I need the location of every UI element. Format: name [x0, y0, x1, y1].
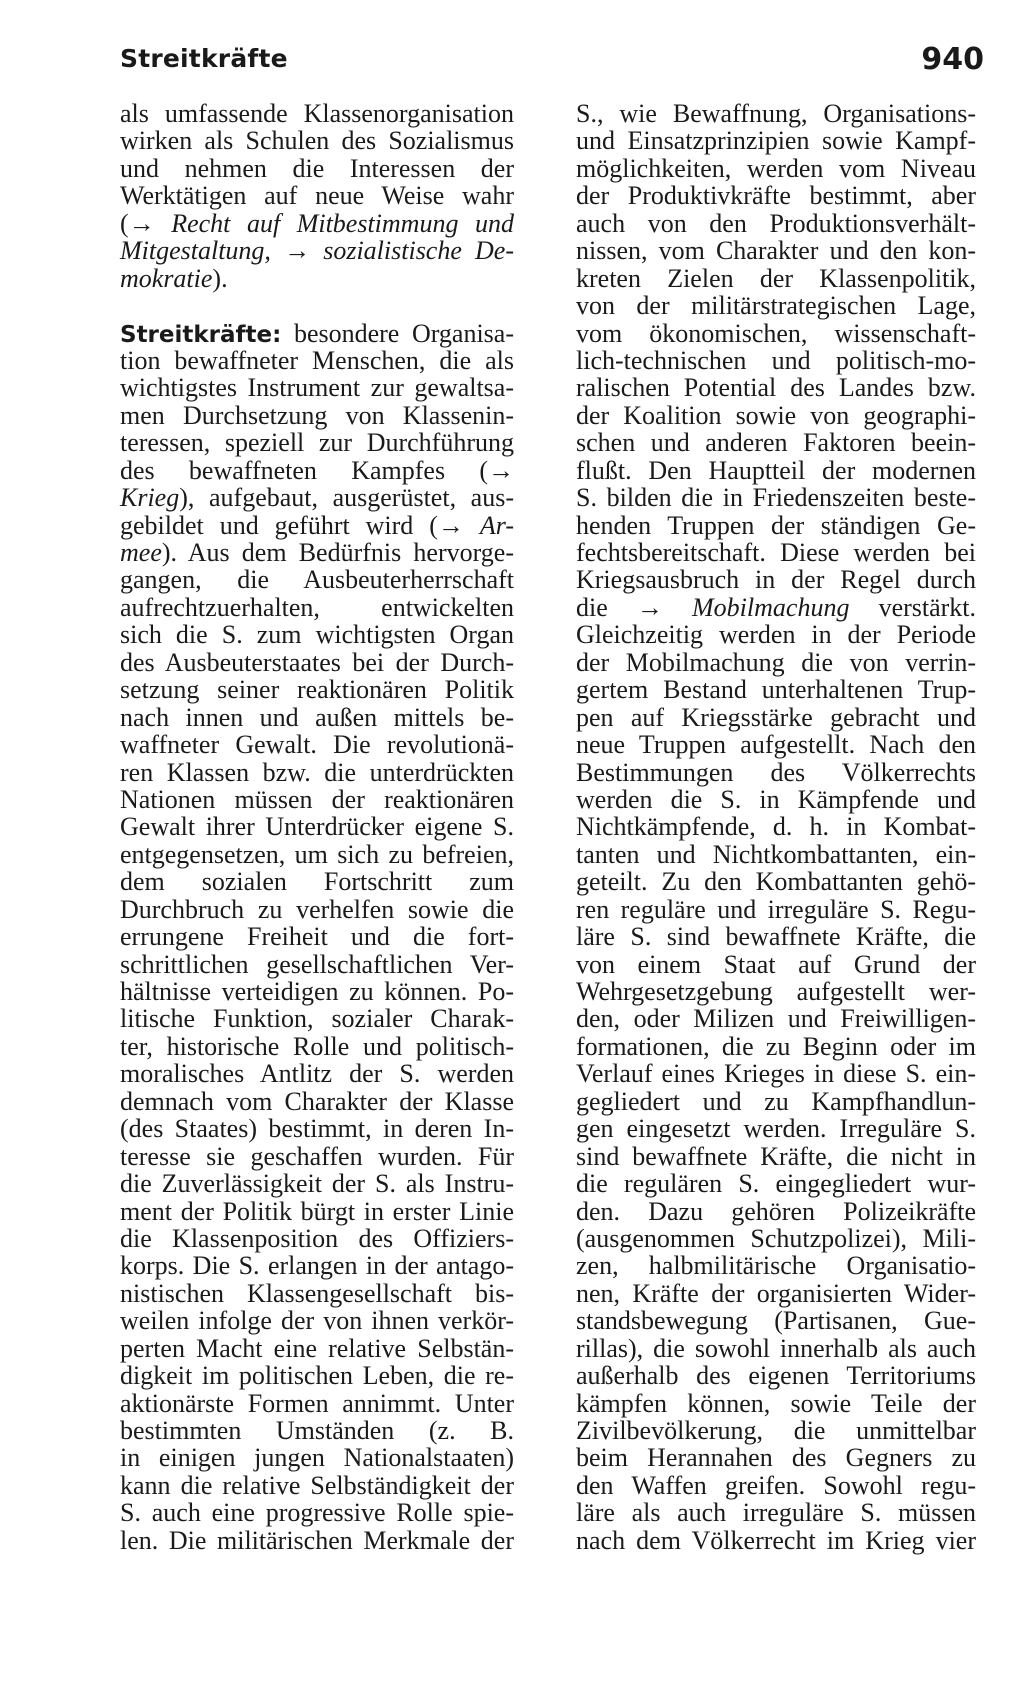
text-line: (ausgenommen Schutzpolizei), Mili-	[576, 1223, 976, 1253]
text-line: und Einsatzprinzipien sowie Kampf-	[576, 126, 976, 156]
text-line: vom ökonomischen, wissenschaft-	[576, 318, 976, 348]
text-line: wirken als Schulen des Sozialismus	[120, 126, 514, 156]
text-line: ter, historische Rolle und politisch-	[120, 1031, 514, 1061]
text-line	[120, 265, 514, 292]
text-line: gertem Bestand unterhaltenen Trup-	[576, 675, 976, 705]
text-line: litische Funktion, sozialer Charak-	[120, 1004, 514, 1034]
text-line: von einem Staat auf Grund der	[576, 949, 976, 979]
text-line: der Koalition sowie von geographi-	[576, 400, 976, 430]
text-line: henden Truppen der ständigen Ge-	[576, 510, 976, 540]
text-line: standsbewegung (Partisanen, Gue-	[576, 1306, 976, 1336]
text-line: dem sozialen Fortschritt zum	[120, 867, 514, 897]
text-line: Bestimmungen des Völkerrechts	[576, 757, 976, 787]
cross-reference: mokratie	[120, 263, 213, 293]
text-line: Gewalt ihrer Unterdrücker eigene S.	[120, 812, 514, 842]
entry-headword: Streitkräfte:	[120, 321, 282, 348]
text-line: schen und anderen Faktoren beein-	[576, 428, 976, 458]
text-line: rillas), die sowohl innerhalb als auch	[576, 1333, 976, 1363]
text-line: (des Staates) bestimmt, in deren In-	[120, 1114, 514, 1144]
text-line: S., wie Bewaffnung, Organisations-	[576, 99, 976, 128]
text-line: Wehrgesetzgebung aufgestellt wer-	[576, 977, 976, 1006]
text-line: den, oder Milizen und Freiwilligen-	[576, 1004, 976, 1034]
text-fragment: besondere Organisa-	[293, 318, 514, 348]
text-fragment: ).	[212, 263, 228, 293]
text-line: nach dem Völkerrecht im Krieg vier	[576, 1525, 976, 1555]
text-line: S. bilden die in Friedenszeiten beste-	[576, 483, 976, 513]
text-line: ment der Politik bürgt in erster Linie	[120, 1196, 514, 1226]
text-line	[120, 320, 514, 347]
text-line: gangen, die Ausbeuterherrschaft	[120, 565, 514, 595]
text-line: len. Die militärischen Merkmale der	[120, 1525, 514, 1555]
text-line: kreten Zielen der Klassenpolitik,	[576, 263, 976, 293]
text-line: außerhalb des eigenen Territoriums	[576, 1361, 976, 1391]
text-fragment: ), aufgebaut, ausgerüstet, aus-	[179, 483, 514, 513]
text-line: nen, Kräfte der organisierten Wider-	[576, 1278, 976, 1308]
text-line: moralisches Antlitz der S. werden	[120, 1059, 514, 1089]
text-line: Kriegsausbruch in der Regel durch	[576, 565, 976, 595]
text-line: ralischen Potential des Landes bzw.	[576, 373, 976, 403]
text-line: fechtsbereitschaft. Diese werden bei	[576, 538, 976, 567]
text-line: weilen infolge der von ihnen verkör-	[120, 1306, 514, 1336]
cross-reference: Krieg	[120, 483, 180, 513]
text-line: hältnisse verteidigen zu können. Po-	[120, 977, 514, 1006]
text-line: Nationen müssen der reaktionären	[120, 784, 514, 814]
text-line: aufrechtzuerhalten, entwickelten	[120, 592, 514, 622]
text-line: als umfassende Klassenorganisation	[120, 99, 514, 128]
cross-reference: Recht auf Mitbestimmung und	[171, 208, 514, 238]
text-line: von der militärstrategischen Lage,	[576, 291, 976, 321]
text-line: auch von den Produktionsverhält-	[576, 208, 976, 238]
text-line: den. Dazu gehören Polizeikräfte	[576, 1196, 976, 1226]
text-line: korps. Die S. erlangen in der antago-	[120, 1251, 514, 1281]
cross-reference-arrow: (→	[120, 208, 155, 238]
cross-reference: sozialistische De-	[323, 236, 514, 266]
text-fragment: die →	[576, 592, 663, 622]
cross-reference: Mitgestaltung,	[120, 236, 271, 266]
text-line: sich die S. zum wichtigsten Organ	[120, 620, 514, 650]
text-line: kann die relative Selbständigkeit der	[120, 1470, 514, 1500]
text-line: men Durchsetzung von Klassenin-	[120, 400, 514, 430]
cross-reference-arrow: →	[284, 236, 311, 266]
text-line: Nichtkämpfende, d. h. in Kombat-	[576, 812, 976, 842]
text-line: sind bewaffnete Kräfte, die nicht in	[576, 1141, 976, 1171]
text-line: wichtigstes Instrument zur gewaltsa-	[120, 373, 514, 403]
text-line: die Klassenposition des Offiziers-	[120, 1223, 514, 1253]
text-line: lich-technischen und politisch-mo-	[576, 345, 976, 375]
text-line: entgegensetzen, um sich zu befreien,	[120, 839, 514, 869]
text-line: werden die S. in Kämpfende und	[576, 784, 976, 814]
text-line: kämpfen können, sowie Teile der	[576, 1388, 976, 1418]
text-line: neue Truppen aufgestellt. Nach den	[576, 730, 976, 760]
text-line: gen eingesetzt werden. Irreguläre S.	[576, 1114, 976, 1144]
text-line: der Produktivkräfte bestimmt, aber	[576, 181, 976, 211]
text-fragment: verstärkt.	[878, 592, 977, 622]
cross-reference: Ar-	[479, 510, 515, 540]
text-line: der Mobilmachung die von verrin-	[576, 647, 976, 677]
text-line: formationen, die zu Beginn oder im	[576, 1031, 976, 1061]
cross-reference: mee	[120, 538, 162, 567]
text-fragment: ). Aus dem Bedürfnis hervorge-	[161, 538, 514, 567]
paragraph-gap	[120, 292, 514, 319]
text-line: perten Macht eine relative Selbstän-	[120, 1333, 514, 1363]
text-line: digkeit im politischen Leben, die re-	[120, 1361, 514, 1391]
text-line: waffneter Gewalt. Die revolutionä-	[120, 730, 514, 760]
text-line: nach innen und außen mittels be-	[120, 702, 514, 732]
text-line: läre S. sind bewaffnete Kräfte, die	[576, 922, 976, 952]
text-line: errungene Freiheit und die fort-	[120, 922, 514, 952]
text-line	[120, 512, 514, 539]
text-line	[576, 594, 976, 621]
text-line: zen, halbmilitärische Organisatio-	[576, 1251, 976, 1281]
left-column	[120, 100, 514, 1554]
text-line: und nehmen die Interessen der	[120, 153, 514, 183]
text-line: Verlauf eines Krieges in diese S. ein-	[576, 1059, 976, 1089]
text-line	[120, 210, 514, 237]
text-line: läre als auch irreguläre S. müssen	[576, 1498, 976, 1528]
text-line	[120, 539, 514, 566]
page-number: 940	[921, 42, 984, 77]
text-line: geteilt. Zu den Kombattanten gehö-	[576, 867, 976, 897]
text-line: schrittlichen gesellschaftlichen Ver-	[120, 949, 514, 979]
text-line: nistischen Klassengesellschaft bis-	[120, 1278, 514, 1308]
text-line: in einigen jungen Nationalstaaten)	[120, 1443, 514, 1473]
text-line: ren Klassen bzw. die unterdrückten	[120, 757, 514, 787]
text-line: Zivilbevölkerung, die unmittelbar	[576, 1416, 976, 1445]
text-line: nissen, vom Charakter und den kon-	[576, 236, 976, 266]
text-line: ren reguläre und irreguläre S. Regu-	[576, 894, 976, 924]
text-line: aktionärste Formen annimmt. Unter	[120, 1388, 514, 1418]
text-line: Durchbruch zu verhelfen sowie die	[120, 894, 514, 924]
text-line: Gleichzeitig werden in der Periode	[576, 620, 976, 650]
text-line: pen auf Kriegsstärke gebracht und	[576, 702, 976, 732]
text-line: gegliedert und zu Kampfhandlun-	[576, 1086, 976, 1116]
text-line: die Zuverlässigkeit der S. als Instru-	[120, 1169, 514, 1199]
text-line: tanten und Nichtkombattanten, ein-	[576, 839, 976, 869]
text-line: teressen, speziell zur Durchführung	[120, 428, 514, 458]
text-line: beim Herannahen des Gegners zu	[576, 1443, 976, 1473]
text-line: die regulären S. eingegliedert wur-	[576, 1169, 976, 1199]
text-line: setzung seiner reaktionären Politik	[120, 675, 514, 705]
text-line: S. auch eine progressive Rolle spie-	[120, 1498, 514, 1528]
running-head: Streitkräfte	[120, 44, 288, 73]
text-fragment: gebildet und geführt wird (→	[120, 510, 464, 540]
text-line: den Waffen greifen. Sowohl regu-	[576, 1470, 976, 1500]
text-line	[120, 237, 514, 264]
cross-reference: Mobilmachung	[692, 592, 850, 622]
text-line	[120, 484, 514, 511]
text-line: des Ausbeuterstaates bei der Durch-	[120, 647, 514, 677]
text-line: tion bewaffneter Menschen, die als	[120, 345, 514, 375]
text-line: möglichkeiten, werden vom Niveau	[576, 153, 976, 183]
right-column	[576, 100, 976, 1554]
text-line: teresse sie geschaffen wurden. Für	[120, 1141, 514, 1171]
text-line: des bewaffneten Kampfes (→	[120, 455, 514, 485]
text-line: Werktätigen auf neue Weise wahr	[120, 181, 514, 211]
text-line: flußt. Den Hauptteil der modernen	[576, 455, 976, 485]
text-line: demnach vom Charakter der Klasse	[120, 1086, 514, 1116]
text-line: bestimmten Umständen (z. B.	[120, 1416, 514, 1445]
